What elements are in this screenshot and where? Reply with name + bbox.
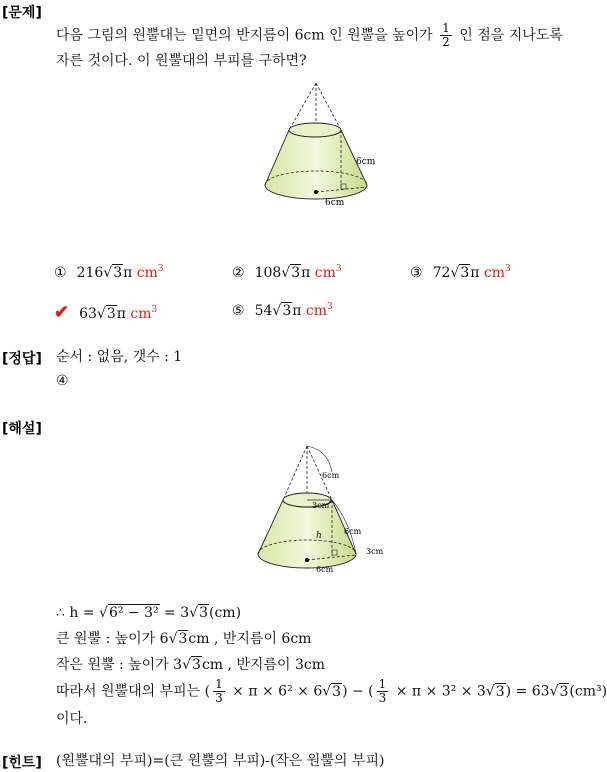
choice-5[interactable]: ⑤ 54√3π $cm^3$ <box>232 302 333 319</box>
check-icon: ✔ <box>54 302 70 323</box>
explanation-line-4: 따라서 원뿔대의 부피는 ( $\frac{1}{3}$ × π × 6² × 6√3) − ( $\frac{1}{3}$ × π × 3² × 3√3) = 63√3(cm³) <box>56 677 607 705</box>
answer-line-1: 순서 : 없음, 갯수 : 1 <box>56 349 183 365</box>
top-ellipse <box>289 123 341 137</box>
top-slant-bracket <box>307 446 332 472</box>
choice-2[interactable]: ② 108√3π $cm^3$ <box>232 264 342 281</box>
center-dot <box>314 190 318 194</box>
fraction-third-2: $\frac{1}{3}$ <box>378 677 387 705</box>
label-h: h <box>316 531 322 541</box>
label-top-slant: 6cm <box>322 471 340 480</box>
explanation-line-3: 작은 원뿔 : 높이가 3√3cm , 반지름이 3cm <box>56 657 325 673</box>
problem-line-1: 다음 그림의 원뿔대는 밑면의 반지름이 6cm 인 원뿔을 높이가 $\frac{1}{2}$ 인 점을 지나도록 <box>56 21 563 49</box>
label-slant: 6cm <box>344 527 362 536</box>
explanation-line-5: 이다. <box>56 711 88 727</box>
figure-radius-label: 6cm <box>325 198 345 208</box>
answer-label: [정답] <box>2 351 42 367</box>
label-radius: 6cm <box>316 565 334 574</box>
figure-height-label: 6cm <box>356 157 376 167</box>
label-bottom-small: 3cm <box>366 547 384 556</box>
upper-cone-left-edge <box>283 446 307 500</box>
choice-4[interactable]: ✔ 63√3π $cm^3$ <box>54 302 158 323</box>
problem-line-2: 자른 것이다. 이 원뿔대의 부피를 구하면? <box>56 53 307 69</box>
frustum-body <box>258 500 356 568</box>
fraction-half: $\frac{1}{2}$ <box>442 21 450 49</box>
frustum-figure <box>255 80 395 210</box>
choice-3[interactable]: ③ 72√3π $cm^3$ <box>410 264 511 281</box>
problem-label: [문제] <box>2 5 42 21</box>
explanation-line-2: 큰 원뿔 : 높이가 6√3cm , 반지름이 6cm <box>56 631 312 647</box>
explanation-label: [해설] <box>2 421 42 437</box>
explanation-line-1: ∴ h = √6² − 3² = 3√3(cm) <box>56 605 242 621</box>
label-top-radius: 3cm <box>312 501 330 510</box>
answer-line-2: ④ <box>56 373 69 389</box>
explanation-figure <box>250 442 400 584</box>
hint-text: (원뿔대의 부피)=(큰 원뿔의 부피)-(작은 원뿔의 부피) <box>56 753 385 769</box>
hint-label: [힌트] <box>2 755 42 771</box>
center-dot <box>305 558 309 562</box>
choice-1[interactable]: ① 216√3π $cm^3$ <box>54 264 164 281</box>
fraction-third-1: $\frac{1}{3}$ <box>215 677 223 705</box>
